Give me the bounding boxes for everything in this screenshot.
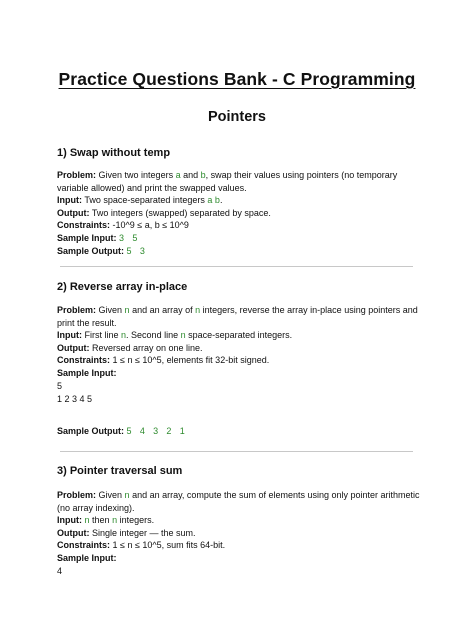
variable-n: n <box>112 515 118 526</box>
page-number: 4 <box>57 566 63 576</box>
constraints-label: Constraints: <box>57 220 111 231</box>
sample-input-label: Sample Input: <box>57 233 117 243</box>
sample-output-value: 5 3 <box>126 245 146 256</box>
input-vars: a b <box>207 195 220 206</box>
question-1-output: Output: Two integers (swapped) separated by space. <box>57 207 271 218</box>
constraints-label: Constraints: <box>57 355 111 366</box>
output-label: Output: <box>57 207 90 218</box>
output-label: Output: <box>57 527 90 538</box>
question-2-sample-output <box>57 425 417 438</box>
question-1-input: Input: Two space-separated integers a b. <box>57 195 223 206</box>
question-1-problem-line-2: variable allowed) and print the swapped values. <box>57 182 247 193</box>
divider <box>60 451 413 452</box>
question-1-sample-input <box>57 232 417 245</box>
question-3-problem-line-1: Problem: Given n and an array, compute the sum of elements using only pointer arithmetic <box>57 490 420 500</box>
variable-n: n <box>180 330 186 341</box>
question-3-output: Output: Single integer — the sum. <box>57 527 196 538</box>
variable-n: n <box>124 490 130 500</box>
variable-n: n <box>124 305 130 315</box>
variable-a: a <box>175 170 181 180</box>
output-label: Output: <box>57 342 90 353</box>
question-1-sample-output <box>57 245 417 258</box>
input-label: Input: <box>57 515 82 526</box>
question-3-heading: 3) Pointer traversal sum <box>57 465 183 477</box>
question-2-sample-input-line-1: 5 <box>57 381 63 391</box>
question-2-constraints: Constraints: 1 ≤ n ≤ 10^5, elements fit 32-bit signed. <box>57 355 270 366</box>
problem-label: Problem: <box>57 305 97 315</box>
problem-label: Problem: <box>57 170 97 180</box>
input-label: Input: <box>57 330 82 341</box>
sample-output-value: 5 4 3 2 1 <box>126 426 185 437</box>
input-label: Input: <box>57 195 82 206</box>
question-3-input: Input: n then n integers. <box>57 515 155 526</box>
question-2-problem-line-1: Problem: Given n and an array of n integers, reverse the array in-place using pointers and <box>57 305 418 315</box>
question-1-constraints: Constraints: -10^9 ≤ a, b ≤ 10^9 <box>57 220 189 231</box>
section-title: Pointers <box>207 109 266 125</box>
sample-output-label: Sample Output: <box>57 245 124 256</box>
variable-n: n <box>121 330 127 341</box>
constraints-label: Constraints: <box>57 540 111 551</box>
question-3-constraints: Constraints: 1 ≤ n ≤ 10^5, sum fits 64-bit. <box>57 540 226 551</box>
question-2-sample-input-label: Sample Input: <box>57 368 117 378</box>
question-2-sample-input-line-2: 1 2 3 4 5 <box>57 393 93 404</box>
sample-output-label: Sample Output: <box>57 426 124 437</box>
question-1-problem-line-1: Problem: Given two integers a and b, swap their values using pointers (no temporary <box>57 170 398 180</box>
variable-n: n <box>195 305 201 315</box>
sample-input-value: 3 5 <box>119 233 138 243</box>
question-3-sample-input-label: Sample Input: <box>57 553 117 563</box>
variable-b: b <box>200 170 206 180</box>
variable-n: n <box>84 515 90 526</box>
divider <box>60 266 413 267</box>
question-2-input: Input: First line n. Second line n space-separated integers. <box>57 330 293 341</box>
question-1-heading: 1) Swap without temp <box>57 147 171 159</box>
document-title: Practice Questions Bank - C Programming <box>58 69 416 89</box>
question-2-problem-line-2: print the result. <box>57 317 117 328</box>
question-2-heading: 2) Reverse array in-place <box>57 281 188 293</box>
question-3-problem-line-2: (no array indexing). <box>57 502 135 513</box>
question-2-output: Output: Reversed array on one line. <box>57 342 203 353</box>
problem-label: Problem: <box>57 490 97 500</box>
